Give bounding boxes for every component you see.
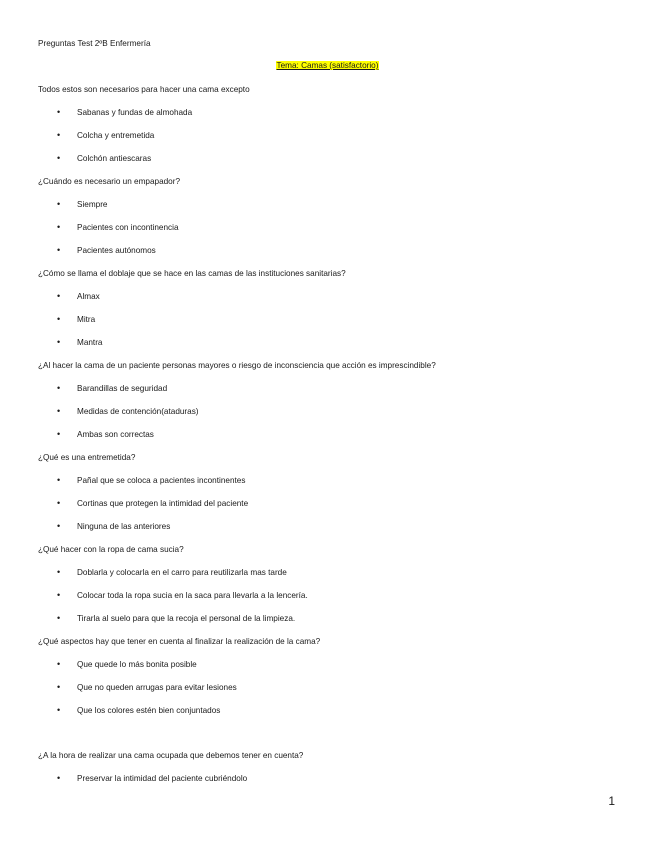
bullet-icon: • [57,153,61,163]
answer-option [38,773,628,784]
bullet-icon: • [57,314,61,324]
answer-option [38,107,628,118]
answer-option [38,498,628,509]
answer-option [38,130,628,141]
answer-text: Colocar toda la ropa sucia en la saca para llevarla a la lencería. [77,591,308,600]
answer-option [38,291,628,302]
question-block [38,84,628,164]
answer-text: Cortinas que protegen la intimidad del paciente [77,499,249,508]
topic-title-line [0,61,655,70]
answer-text: Tirarla al suelo para que la recoja el personal de la limpieza. [77,614,296,623]
question-text: ¿Cuándo es necesario un empapador? [38,177,181,186]
bullet-icon: • [57,199,61,209]
answer-text: Doblarla y colocarla en el carro para reutilizarla mas tarde [77,568,287,577]
page-number: 1 [608,794,615,808]
question-text: ¿Qué es una entremetida? [38,453,136,462]
bullet-icon: • [57,659,61,669]
question-text: ¿Al hacer la cama de un paciente personas mayores o riesgo de inconsciencia que acción es imprescindible? [38,361,436,370]
answer-option [38,314,628,325]
question-block [38,268,628,348]
bullet-icon: • [57,590,61,600]
bullet-icon: • [57,682,61,692]
question-block [38,452,628,532]
answer-option [38,475,628,486]
answer-text: Colchón antiescaras [77,154,152,163]
answer-text: Mitra [77,315,96,324]
answer-option [38,199,628,210]
answer-option [38,383,628,394]
question-block [38,544,628,624]
answer-text: Que los colores estén bien conjuntados [77,706,221,715]
answer-option [38,406,628,417]
bullet-icon: • [57,521,61,531]
answer-list [38,475,628,532]
answer-text: Ambas son correctas [77,430,154,439]
bullet-icon: • [57,406,61,416]
question-text: ¿Qué aspectos hay que tener en cuenta al finalizar la realización de la cama? [38,637,321,646]
answer-text: Almax [77,292,100,301]
question-text: ¿A la hora de realizar una cama ocupada que debemos tener en cuenta? [38,751,304,760]
topic-title: Tema: Camas (satisfactorio) [276,61,379,70]
answer-option [38,521,628,532]
question-block [38,636,628,716]
answer-text: Ninguna de las anteriores [77,522,171,531]
answer-option [38,153,628,164]
bullet-icon: • [57,705,61,715]
answer-text: Pañal que se coloca a pacientes incontinentes [77,476,246,485]
question-text: Todos estos son necesarios para hacer una cama excepto [38,85,250,94]
answer-text: Sabanas y fundas de almohada [77,108,193,117]
bullet-icon: • [57,291,61,301]
bullet-icon: • [57,498,61,508]
answer-option [38,429,628,440]
answer-text: Medidas de contención(ataduras) [77,407,199,416]
answer-text: Que quede lo más bonita posible [77,660,197,669]
answer-option [38,682,628,693]
bullet-icon: • [57,130,61,140]
question-block [38,360,628,440]
answer-list [38,199,628,256]
bullet-icon: • [57,222,61,232]
bullet-icon: • [57,429,61,439]
bullet-icon: • [57,337,61,347]
answer-option [38,567,628,578]
question-text: ¿Cómo se llama el doblaje que se hace en las camas de las instituciones sanitarias? [38,269,346,278]
answer-text: Colcha y entremetida [77,131,155,140]
question-list [38,84,628,796]
answer-option [38,590,628,601]
answer-option [38,245,628,256]
bullet-icon: • [57,773,61,783]
answer-option [38,613,628,624]
bullet-icon: • [57,475,61,485]
question-block [38,750,628,784]
answer-option [38,705,628,716]
answer-list [38,659,628,716]
answer-list [38,773,628,784]
bullet-icon: • [57,107,61,117]
answer-text: Barandillas de seguridad [77,384,168,393]
answer-text: Que no queden arrugas para evitar lesiones [77,683,237,692]
answer-text: Mantra [77,338,103,347]
document-header: Preguntas Test 2ºB Enfermería [38,39,151,48]
answer-list [38,107,628,164]
answer-text: Pacientes autónomos [77,246,156,255]
answer-text: Siempre [77,200,108,209]
answer-option [38,222,628,233]
answer-list [38,567,628,624]
bullet-icon: • [57,383,61,393]
answer-option [38,337,628,348]
answer-text: Preservar la intimidad del paciente cubriéndolo [77,774,248,783]
answer-option [38,659,628,670]
answer-list [38,291,628,348]
bullet-icon: • [57,245,61,255]
question-text: ¿Qué hacer con la ropa de cama sucia? [38,545,184,554]
answer-list [38,383,628,440]
answer-text: Pacientes con incontinencia [77,223,179,232]
bullet-icon: • [57,567,61,577]
question-block [38,176,628,256]
bullet-icon: • [57,613,61,623]
